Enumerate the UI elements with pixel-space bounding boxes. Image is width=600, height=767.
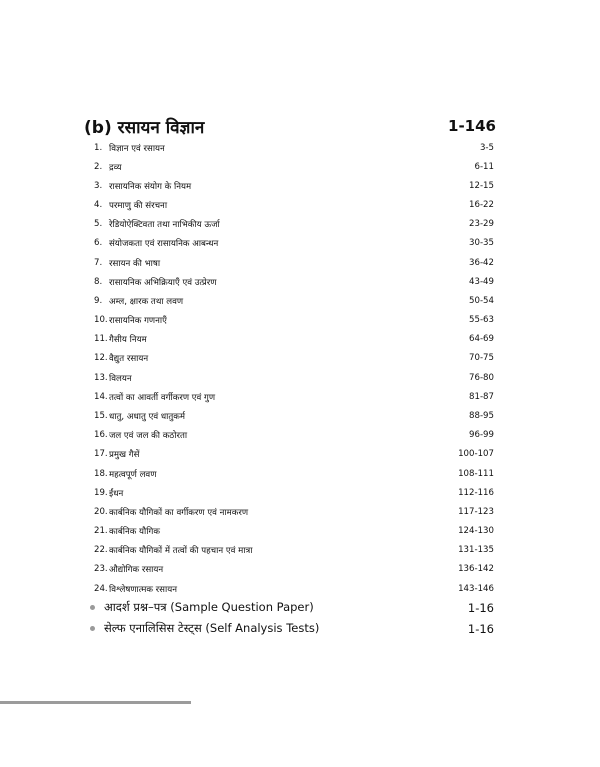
toc-entry-number: 9.	[94, 295, 103, 306]
toc-entry-left	[94, 333, 147, 345]
toc-entry-title: कार्बनिक यौगिकों में तत्वों की पहचान एवं मात्रा	[109, 546, 253, 557]
toc-entry[interactable]	[94, 502, 494, 521]
toc-entry[interactable]	[94, 483, 494, 502]
toc-entry[interactable]	[94, 426, 494, 445]
toc-entry-pages: 43-49	[469, 276, 494, 287]
extra-list	[90, 597, 494, 639]
toc-entry[interactable]	[94, 368, 494, 387]
toc-entry[interactable]	[94, 234, 494, 253]
toc-entry-left	[94, 142, 165, 154]
toc-entry-left	[94, 161, 122, 173]
toc-entry-pages: 143-146	[458, 583, 494, 594]
toc-entry-title: कार्बनिक यौगिकों का वर्गीकरण एवं नामकरण	[109, 507, 249, 518]
toc-entry-pages: 70-75	[469, 353, 494, 364]
toc-entry-left	[94, 448, 139, 460]
bullet-icon	[90, 626, 95, 631]
section-title: (b) रसायन विज्ञान	[84, 117, 205, 138]
toc-entry-number: 14.	[94, 391, 108, 402]
toc-entry-number: 17.	[94, 449, 108, 460]
toc-extra-entry[interactable]	[90, 618, 494, 639]
toc-entry[interactable]	[94, 445, 494, 464]
toc-entry-number: 11.	[94, 334, 108, 345]
toc-entry-left	[94, 180, 191, 192]
toc-entry-title: प्रमुख गैसें	[109, 450, 140, 461]
toc-entry-title: रेडियोऐक्टिवता तथा नाभिकीय ऊर्जा	[109, 220, 220, 231]
toc-entry-pages: 23-29	[469, 219, 494, 230]
toc-entry-left	[94, 314, 167, 326]
toc-entry[interactable]	[94, 272, 494, 291]
toc-entry-left	[94, 391, 215, 403]
toc-entry-pages: 36-42	[469, 257, 494, 268]
toc-entry-title: विज्ञान एवं रसायन	[109, 143, 165, 154]
toc-entry-pages: 6-11	[474, 161, 494, 172]
toc-entry-left	[94, 583, 177, 595]
toc-entry-pages: 131-135	[458, 545, 494, 556]
toc-extra-title: सेल्फ एनालिसिस टेस्ट्स (Self Analysis Tests)	[104, 621, 320, 635]
toc-entry-left	[94, 199, 167, 211]
toc-entry-left	[94, 257, 160, 269]
toc-extra-left	[90, 621, 319, 636]
toc-entry-title: ईंधन	[109, 488, 124, 499]
toc-entry[interactable]	[94, 406, 494, 425]
toc-entry-pages: 88-95	[469, 410, 494, 421]
toc-entry-number: 20.	[94, 506, 108, 517]
toc-entry-pages: 30-35	[469, 238, 494, 249]
toc-entry-left	[94, 506, 248, 518]
toc-entry-pages: 16-22	[469, 200, 494, 211]
toc-entry[interactable]	[94, 176, 494, 195]
toc-entry-number: 5.	[94, 219, 103, 230]
section-page-range: 1-146	[448, 117, 496, 135]
toc-entry[interactable]	[94, 560, 494, 579]
toc-entry-pages: 108-111	[458, 468, 494, 479]
toc-entry-number: 10.	[94, 315, 108, 326]
toc-entry-pages: 55-63	[469, 315, 494, 326]
bullet-icon	[90, 605, 95, 610]
toc-entry-title: वैद्युत रसायन	[109, 354, 149, 365]
toc-entry-number: 8.	[94, 276, 103, 287]
toc-entry-title: रासायनिक अभिक्रियाएँ एवं उत्प्रेरण	[109, 277, 217, 288]
section-header	[84, 113, 496, 139]
toc-entry[interactable]	[94, 330, 494, 349]
toc-entry-number: 24.	[94, 583, 108, 594]
toc-entry-pages: 64-69	[469, 334, 494, 345]
toc-entry-left	[94, 429, 187, 441]
toc-entry-number: 19.	[94, 487, 108, 498]
toc-entry-left	[94, 487, 123, 499]
toc-entry-title: धातु, अधातु एवं धातुकर्म	[109, 411, 185, 422]
toc-entry-number: 12.	[94, 353, 108, 364]
toc-entry[interactable]	[94, 387, 494, 406]
toc-entry-left	[94, 237, 218, 249]
toc-entry-left	[94, 295, 183, 307]
toc-entry-left	[94, 218, 220, 230]
footer-rule	[0, 701, 191, 704]
toc-entry[interactable]	[94, 253, 494, 272]
toc-entry-pages: 12-15	[469, 180, 494, 191]
toc-entry-number: 1.	[94, 142, 103, 153]
toc-entry-left	[94, 525, 160, 537]
toc-entry[interactable]	[94, 215, 494, 234]
toc-entry-pages: 117-123	[458, 506, 494, 517]
toc-entry-pages: 3-5	[479, 142, 494, 153]
toc-extra-pages: 1-16	[467, 600, 494, 615]
toc-entry-left	[94, 544, 252, 556]
toc-entry[interactable]	[94, 157, 494, 176]
toc-entry-left	[94, 410, 185, 422]
toc-entry-title: रसायन की भाषा	[109, 258, 161, 269]
toc-entry-pages: 76-80	[469, 372, 494, 383]
toc-entry-title: औद्योगिक रसायन	[109, 565, 164, 576]
toc-entry-left	[94, 563, 163, 575]
toc-entry-left	[94, 276, 217, 288]
toc-entry-title: रासायनिक गणनाएँ	[109, 316, 167, 327]
toc-entry[interactable]	[94, 291, 494, 310]
toc-entry-left	[94, 468, 156, 480]
toc-entry-title: अम्ल, क्षारक तथा लवण	[109, 296, 184, 307]
toc-entry-title: विलयन	[109, 373, 132, 384]
toc-entry-pages: 124-130	[458, 526, 494, 537]
toc-entry-number: 18.	[94, 468, 108, 479]
toc-entry-number: 4.	[94, 200, 103, 211]
toc-entry-title: जल एवं जल की कठोरता	[109, 431, 188, 442]
toc-entry[interactable]	[94, 541, 494, 560]
toc-entry-number: 7.	[94, 257, 103, 268]
toc-entry-number: 22.	[94, 545, 108, 556]
toc-entry-title: रासायनिक संयोग के नियम	[109, 181, 192, 192]
toc-entry-pages: 112-116	[458, 487, 494, 498]
chapter-list	[94, 138, 494, 598]
toc-entry-title: महत्वपूर्ण लवण	[109, 469, 157, 480]
toc-entry-pages: 96-99	[469, 430, 494, 441]
toc-entry[interactable]	[94, 138, 494, 157]
toc-extra-entry[interactable]	[90, 597, 494, 618]
toc-entry-title: विश्लेषणात्मक रसायन	[109, 584, 177, 595]
toc-entry-title: कार्बनिक यौगिक	[109, 527, 160, 538]
toc-entry-title: द्रव्य	[109, 162, 122, 173]
toc-entry-pages: 50-54	[469, 295, 494, 306]
toc-entry-number: 21.	[94, 526, 108, 537]
toc-entry-pages: 100-107	[458, 449, 494, 460]
toc-entry-number: 15.	[94, 410, 108, 421]
toc-entry[interactable]	[94, 464, 494, 483]
toc-extra-title: आदर्श प्रश्न–पत्र (Sample Question Paper)	[104, 600, 314, 614]
toc-entry[interactable]	[94, 311, 494, 330]
toc-entry-title: संयोजकता एवं रासायनिक आबन्धन	[109, 239, 219, 250]
toc-entry-number: 2.	[94, 161, 103, 172]
toc-entry-left	[94, 352, 148, 364]
toc-entry-title: गैसीय नियम	[109, 335, 147, 346]
toc-entry-number: 6.	[94, 238, 103, 249]
toc-entry[interactable]	[94, 349, 494, 368]
toc-entry[interactable]	[94, 521, 494, 540]
toc-entry-title: तत्वों का आवर्ती वर्गीकरण एवं गुण	[109, 392, 216, 403]
toc-entry[interactable]	[94, 196, 494, 215]
toc-entry-title: परमाणु की संरचना	[109, 201, 168, 212]
toc-extra-pages: 1-16	[467, 621, 494, 636]
toc-entry-left	[94, 372, 132, 384]
toc-entry-pages: 136-142	[458, 564, 494, 575]
toc-extra-left	[90, 600, 314, 615]
toc-entry-number: 13.	[94, 372, 108, 383]
toc-entry-pages: 81-87	[469, 391, 494, 402]
toc-entry[interactable]	[94, 579, 494, 598]
toc-entry-number: 3.	[94, 180, 103, 191]
toc-entry-number: 16.	[94, 430, 108, 441]
toc-entry-number: 23.	[94, 564, 108, 575]
